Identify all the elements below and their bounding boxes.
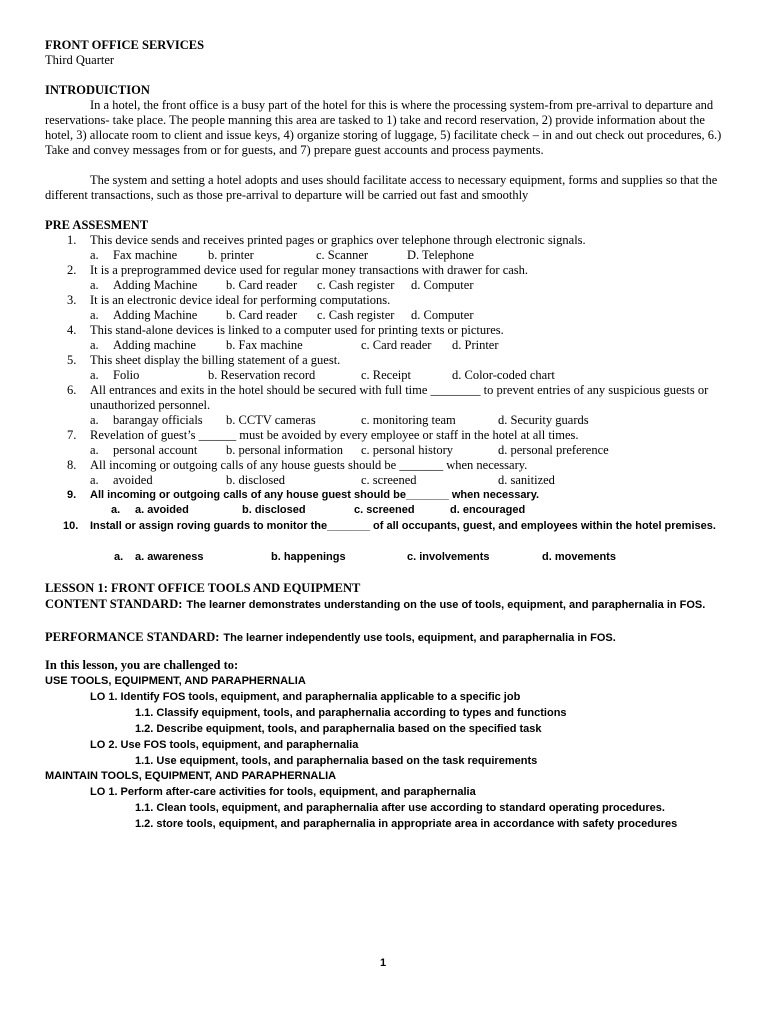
option-letter: a. <box>90 473 99 487</box>
option-a: a. avoided <box>135 504 189 516</box>
question-text: This stand-alone devices is linked to a computer used for printing texts or pictures. <box>90 323 504 337</box>
option-d: d. Printer <box>452 338 499 352</box>
question-text: All incoming or outgoing calls of any house guest should be_______ when necessary. <box>90 489 540 501</box>
option-letter: a. <box>90 443 99 457</box>
option-b: b. personal information <box>226 443 343 457</box>
option-c: c. screened <box>361 473 417 487</box>
option-d: d. Computer <box>411 308 474 322</box>
question-number: 6. <box>67 383 77 397</box>
question-number: 9. <box>67 489 77 501</box>
question-text: This sheet display the billing statement of a guest. <box>90 353 341 367</box>
option-a: barangay officials <box>113 413 203 427</box>
option-c: c. screened <box>354 504 415 516</box>
learning-outcome-item: 1.2. Describe equipment, tools, and paraphernalia based on the specified task <box>135 723 542 735</box>
learning-outcome: LO 2. Use FOS tools, equipment, and paraphernalia <box>90 739 359 751</box>
performance-standard-text: The learner independently use tools, equipment, and paraphernalia in FOS. <box>223 632 616 644</box>
learning-outcome-item: 1.1. Classify equipment, tools, and paraphernalia according to types and functions <box>135 707 567 719</box>
option-d: d. encouraged <box>450 504 526 516</box>
option-a: Adding Machine <box>113 278 198 292</box>
option-a: personal account <box>113 443 198 457</box>
challenge-intro: In this lesson, you are challenged to: <box>45 658 239 672</box>
option-b: b. Reservation record <box>208 368 316 382</box>
option-letter: a. <box>90 413 99 427</box>
learning-outcome-item: 1.1. Use equipment, tools, and paraphernalia based on the task requirements <box>135 755 538 767</box>
option-d: d. Computer <box>411 278 474 292</box>
question-text: This device sends and receives printed pages or graphics over telephone through electronic signals. <box>90 233 586 247</box>
question-number: 5. <box>67 353 77 367</box>
option-b: b. Card reader <box>226 308 298 322</box>
option-d: d. Security guards <box>498 413 589 427</box>
option-letter: a. <box>111 504 121 516</box>
option-c: c. Card reader <box>361 338 432 352</box>
option-a: Adding machine <box>113 338 196 352</box>
option-d: D. Telephone <box>407 248 474 262</box>
question-text: Install or assign roving guards to monitor the_______ of all occupants, guest, and employees within the hotel premises. <box>90 520 716 532</box>
option-c: c. monitoring team <box>361 413 456 427</box>
learning-outcome-item: 1.2. store tools, equipment, and paraphernalia in appropriate area in accordance with safety procedures <box>135 818 678 830</box>
learning-outcome: LO 1. Perform after-care activities for tools, equipment, and paraphernalia <box>90 786 476 798</box>
introduction-heading: INTRODUICTION <box>45 83 150 97</box>
option-c: c. personal history <box>361 443 453 457</box>
lesson-heading: LESSON 1: FRONT OFFICE TOOLS AND EQUIPMENT <box>45 581 361 595</box>
pre-assessment-heading: PRE ASSESMENT <box>45 218 149 232</box>
option-a: Fax machine <box>113 248 178 262</box>
option-a: Adding Machine <box>113 308 198 322</box>
option-letter: a. <box>90 338 99 352</box>
question-text: It is an electronic device ideal for performing computations. <box>90 293 391 307</box>
option-b: b. Fax machine <box>226 338 303 352</box>
option-c: c. Cash register <box>317 308 395 322</box>
option-b: b. Card reader <box>226 278 298 292</box>
option-b: b. printer <box>208 248 254 262</box>
question-text: It is a preprogrammed device used for regular money transactions with drawer for cash. <box>90 263 529 277</box>
option-letter: a. <box>90 368 99 382</box>
question-text: All entrances and exits in the hotel should be secured with full time ________ to prevent entries of any suspicious guests or unauthorized personnel. <box>90 383 709 412</box>
document-subtitle: Third Quarter <box>45 53 115 67</box>
learning-outcome-item: 1.1. Clean tools, equipment, and paraphernalia after use according to standard operating procedures. <box>135 802 665 814</box>
performance-standard <box>45 628 725 646</box>
option-b: b. disclosed <box>226 473 286 487</box>
content-standard <box>45 596 725 613</box>
document-title: FRONT OFFICE SERVICES <box>45 38 205 52</box>
learning-outcome: LO 1. Identify FOS tools, equipment, and paraphernalia applicable to a specific job <box>90 691 521 703</box>
option-letter: a. <box>90 278 99 292</box>
option-d: d. sanitized <box>498 473 555 487</box>
use-tools-heading: USE TOOLS, EQUIPMENT, AND PARAPHERNALIA <box>45 675 306 687</box>
maintain-tools-heading: MAINTAIN TOOLS, EQUIPMENT, AND PARAPHERNALIA <box>45 770 337 782</box>
option-c: c. Scanner <box>316 248 369 262</box>
option-d: d. Color-coded chart <box>452 368 555 382</box>
introduction-paragraph-1: In a hotel, the front office is a busy part of the hotel for this is where the processing system-from pre-arrival to departure and reservations- take place. The people manning this area are tasked to 1) take and record reservation, 2) provide information about the hotel, 3) allocate room to client and issue keys, 4) organize storing of luggage, 5) facilitate check – in and out check out procedures, 6.) Take and convey messages from or for guests, and 7) prepare guest accounts and process payments. <box>45 98 722 157</box>
option-d: d. movements <box>542 551 616 563</box>
page-number: 1 <box>380 957 387 969</box>
question-number: 7. <box>67 428 77 442</box>
introduction-paragraph-2: The system and setting a hotel adopts and uses should facilitate access to necessary equipment, forms and supplies so that the different transactions, such as those pre-arrival to departure will be carried out fast and smoothly <box>45 173 718 202</box>
question-number: 1. <box>67 233 77 247</box>
question-number: 10. <box>63 520 79 532</box>
option-letter: a. <box>90 308 99 322</box>
question-text: All incoming or outgoing calls of any house guests should be _______ when necessary. <box>90 458 528 472</box>
option-a: avoided <box>113 473 153 487</box>
option-c: c. involvements <box>407 551 490 563</box>
content-standard-label: CONTENT STANDARD: <box>45 597 183 611</box>
performance-standard-label: PERFORMANCE STANDARD: <box>45 630 220 644</box>
content-standard-text: The learner demonstrates understanding on the use of tools, equipment, and paraphernalia in FOS. <box>186 599 706 611</box>
question-number: 8. <box>67 458 77 472</box>
option-c: c. Receipt <box>361 368 411 382</box>
option-a: Folio <box>113 368 140 382</box>
option-c: c. Cash register <box>317 278 395 292</box>
option-letter: a. <box>90 248 99 262</box>
question-number: 4. <box>67 323 77 337</box>
option-b: b. CCTV cameras <box>226 413 316 427</box>
question-number: 2. <box>67 263 77 277</box>
question-text: Revelation of guest’s ______ must be avoided by every employee or staff in the hotel at all times. <box>90 428 579 442</box>
question-number: 3. <box>67 293 77 307</box>
option-letter: a. <box>114 551 124 563</box>
option-d: d. personal preference <box>498 443 609 457</box>
option-b: b. disclosed <box>242 504 306 516</box>
option-b: b. happenings <box>271 551 346 563</box>
option-a: a. awareness <box>135 551 204 563</box>
